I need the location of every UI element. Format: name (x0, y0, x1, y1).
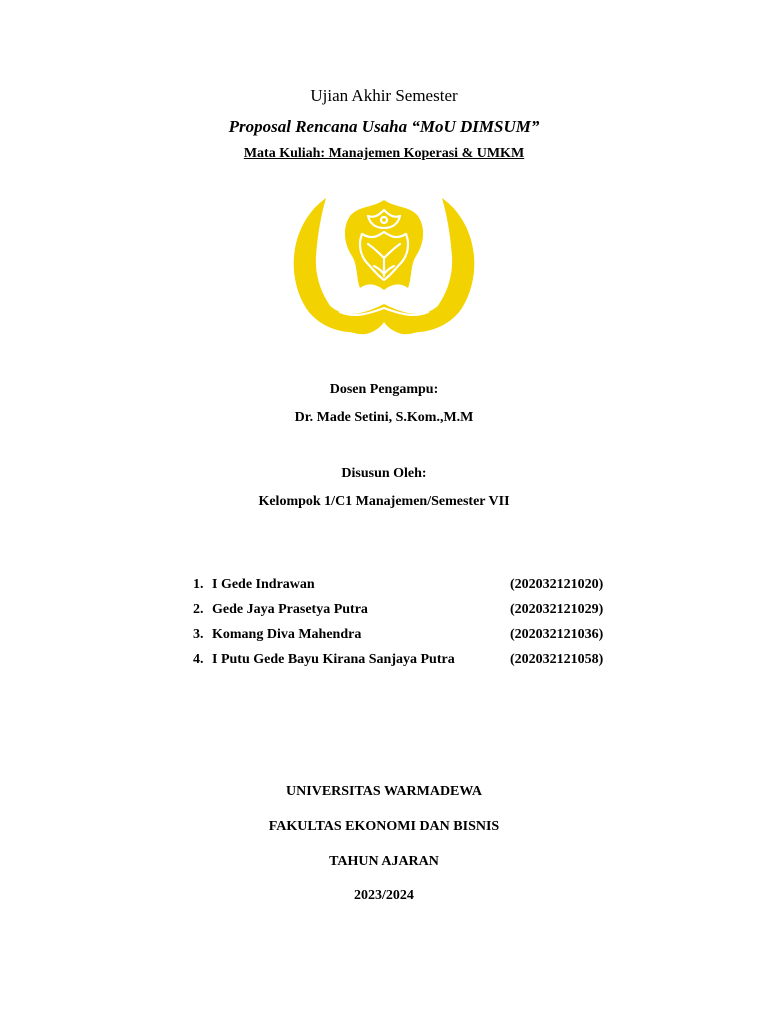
list-item (193, 576, 633, 601)
member-id: (202032121058) (510, 652, 604, 667)
member-name: I Gede Indrawan (212, 577, 315, 592)
lecturer-name: Dr. Made Setini, S.Kom.,M.M (294, 410, 474, 425)
lecturer-label: Dosen Pengampu: (329, 382, 439, 397)
member-name: I Putu Gede Bayu Kirana Sanjaya Putra (212, 652, 455, 667)
faculty-name: FAKULTAS EKONOMI DAN BISNIS (268, 819, 500, 834)
member-id: (202032121036) (510, 627, 604, 642)
list-item (193, 601, 633, 626)
list-item (193, 651, 633, 676)
member-id: (202032121029) (510, 602, 604, 617)
academic-year-label: TAHUN AJARAN (329, 854, 439, 869)
document-title: Ujian Akhir Semester (310, 86, 458, 105)
author-label: Disusun Oleh: (341, 466, 427, 481)
member-list (193, 576, 633, 676)
academic-year: 2023/2024 (354, 888, 414, 903)
course-name (0, 146, 768, 162)
document-subtitle: Proposal Rencana Usaha “MoU DIMSUM” (228, 117, 540, 136)
member-id: (202032121020) (510, 577, 604, 592)
member-number: 4. (193, 652, 204, 667)
member-number: 3. (193, 627, 204, 642)
member-name: Komang Diva Mahendra (212, 627, 362, 642)
member-number: 2. (193, 602, 204, 617)
university-emblem-icon (284, 186, 484, 346)
author-group: Kelompok 1/C1 Manajemen/Semester VII (258, 494, 510, 509)
list-item (193, 626, 633, 651)
university-name: UNIVERSITAS WARMADEWA (286, 784, 482, 799)
course-name-text: Mata Kuliah: Manajemen Koperasi & UMKM (243, 146, 525, 161)
member-number: 1. (193, 577, 204, 592)
member-name: Gede Jaya Prasetya Putra (212, 602, 368, 617)
